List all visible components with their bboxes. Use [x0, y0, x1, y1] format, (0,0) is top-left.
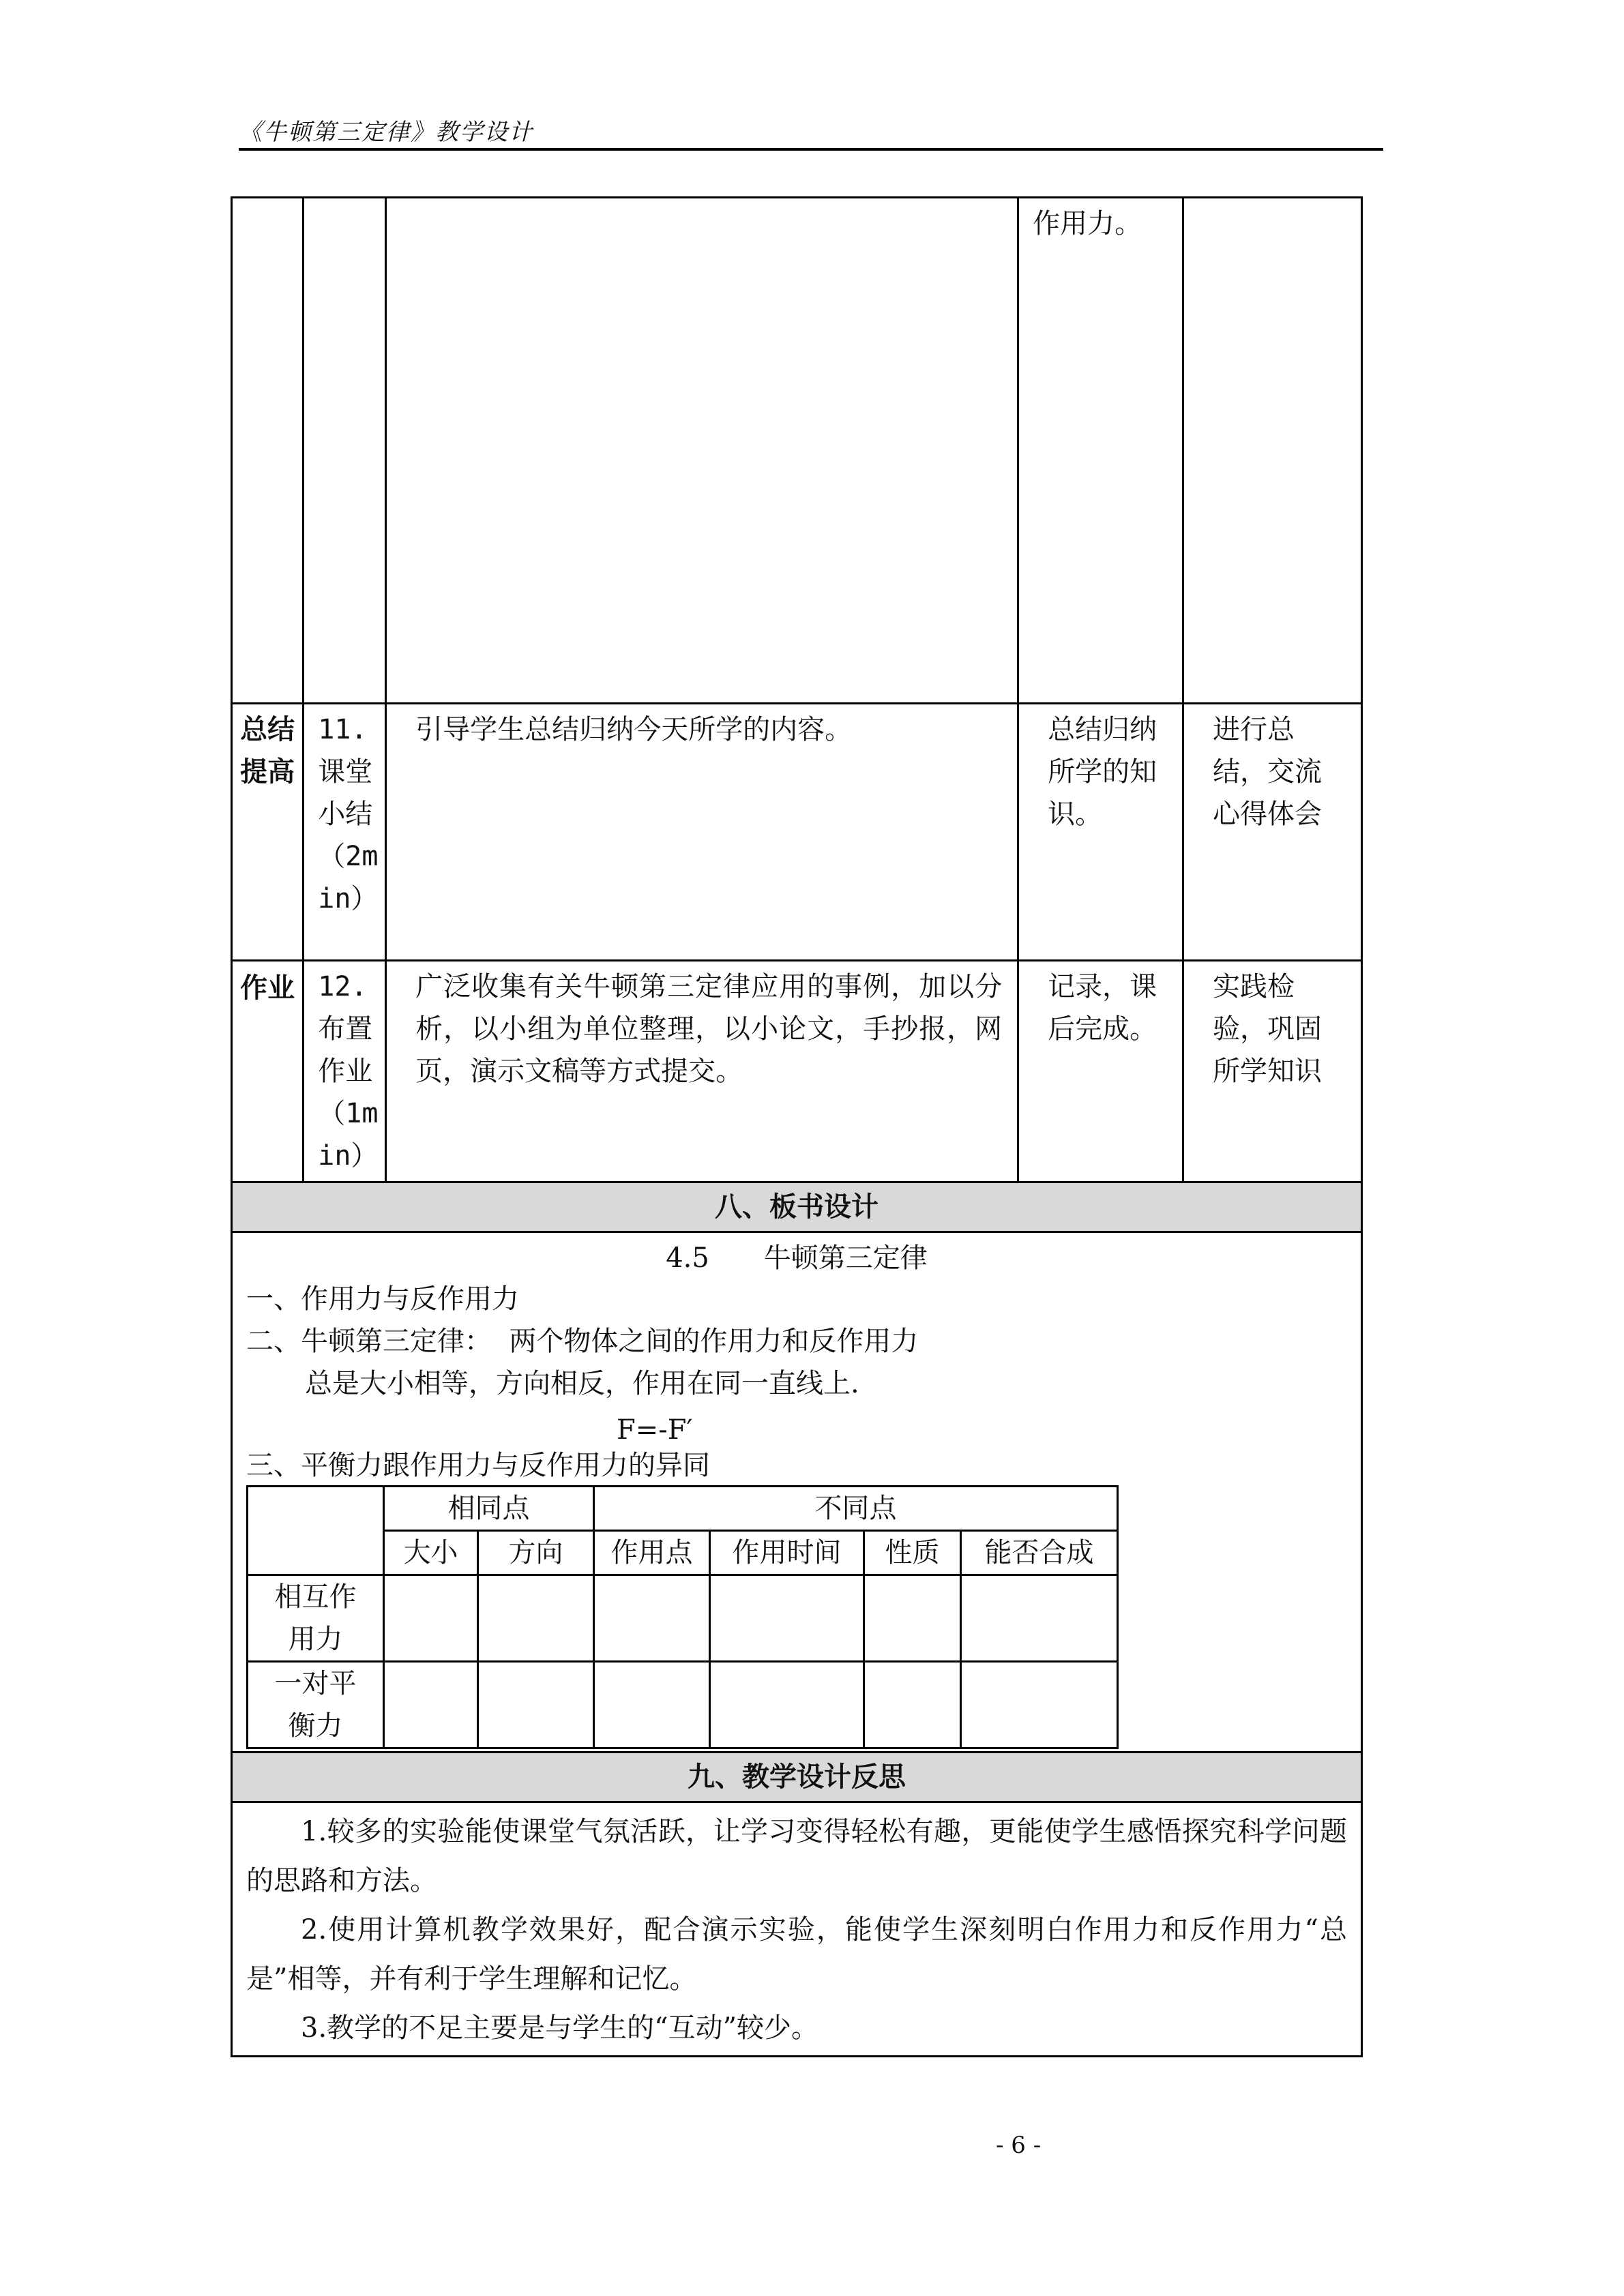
reflection-item: 3.教学的不足主要是与学生的“互动”较少。 — [301, 2012, 819, 2044]
board-line-1: 一、作用力与反作用力 — [246, 1283, 519, 1315]
column-header: 作用时间 — [710, 1531, 864, 1575]
board-formula: F=-F′ — [617, 1414, 693, 1446]
board-design-header-row — [232, 1182, 1362, 1232]
lesson-table — [231, 196, 1363, 2057]
column-header: 作用点 — [594, 1531, 710, 1575]
table-cell — [710, 1575, 864, 1662]
table-cell — [384, 1575, 478, 1662]
teacher-activity-cell: 广泛收集有关牛顿第三定律应用的事例，加以分析，以小组为单位整理，以小论文，手抄报，网页，演示文稿等方式提交。 — [386, 961, 1018, 1182]
table-row — [232, 198, 1362, 704]
stage-cell: 总结提高 — [232, 704, 304, 961]
page-number: - 6 - — [996, 2132, 1042, 2159]
table-cell — [594, 1575, 710, 1662]
stage-cell — [232, 198, 304, 704]
table-cell — [961, 1575, 1118, 1662]
step-cell — [304, 198, 386, 704]
student-activity-cell: 总结归纳所学的知识。 — [1018, 704, 1183, 961]
reflection-heading: 九、教学设计反思 — [232, 1753, 1362, 1802]
board-line-2: 二、牛顿第三定律： 两个物体之间的作用力和反作用力 — [246, 1326, 919, 1357]
teacher-activity-cell — [386, 198, 1018, 704]
table-cell — [478, 1575, 594, 1662]
reflection-row — [232, 1802, 1362, 2057]
table-row — [248, 1662, 1118, 1748]
table-cell — [864, 1662, 961, 1748]
table-row — [232, 704, 1362, 961]
table-cell — [864, 1575, 961, 1662]
board-design-content — [232, 1232, 1362, 1753]
board-line-4: 三、平衡力跟作用力与反作用力的异同 — [246, 1450, 710, 1481]
table-cell — [594, 1662, 710, 1748]
group-header-different: 不同点 — [594, 1487, 1118, 1531]
table-cell — [710, 1662, 864, 1748]
student-activity-cell: 作用力。 — [1018, 198, 1183, 704]
step-cell: 12.布置作业（1min） — [304, 961, 386, 1182]
design-intent-cell: 进行总结，交流心得体会 — [1183, 704, 1361, 961]
table-row — [232, 961, 1362, 1182]
design-intent-cell: 实践检验，巩固所学知识 — [1183, 961, 1361, 1182]
reflection-content — [232, 1802, 1362, 2057]
table-cell — [384, 1662, 478, 1748]
stage-cell: 作业 — [232, 961, 304, 1182]
column-header: 能否合成 — [961, 1531, 1118, 1575]
teacher-activity-cell: 引导学生总结归纳今天所学的内容。 — [386, 704, 1018, 961]
table-row — [248, 1575, 1118, 1662]
reflection-header-row — [232, 1753, 1362, 1802]
step-cell: 11.课堂小结（2min） — [304, 704, 386, 961]
column-header: 性质 — [864, 1531, 961, 1575]
corner-cell — [248, 1487, 384, 1575]
row-header: 相互作用力 — [248, 1575, 384, 1662]
table-row — [248, 1487, 1118, 1531]
reflection-item: 1.较多的实验能使课堂气氛活跃，让学习变得轻松有趣，更能使学生感悟探究科学问题的思路和方法。 — [246, 1816, 1347, 1896]
comparison-table — [246, 1485, 1119, 1749]
reflection-item: 2.使用计算机教学效果好，配合演示实验，能使学生深刻明白作用力和反作用力“总是”相等，并有利于学生理解和记忆。 — [246, 1914, 1347, 1995]
board-line-3: 总是大小相等，方向相反，作用在同一直线上. — [305, 1368, 859, 1399]
board-design-row — [232, 1232, 1362, 1753]
board-design-heading: 八、板书设计 — [232, 1182, 1362, 1232]
table-cell — [961, 1662, 1118, 1748]
table-cell — [478, 1662, 594, 1748]
column-header: 大小 — [384, 1531, 478, 1575]
student-activity-cell: 记录，课后完成。 — [1018, 961, 1183, 1182]
board-title: 4.5 牛顿第三定律 — [666, 1242, 928, 1274]
column-header: 方向 — [478, 1531, 594, 1575]
row-header: 一对平衡力 — [248, 1662, 384, 1748]
design-intent-cell — [1183, 198, 1361, 704]
group-header-same: 相同点 — [384, 1487, 594, 1531]
document-header-title: 《牛顿第三定律》教学设计 — [239, 119, 533, 146]
header-rule — [239, 148, 1383, 151]
